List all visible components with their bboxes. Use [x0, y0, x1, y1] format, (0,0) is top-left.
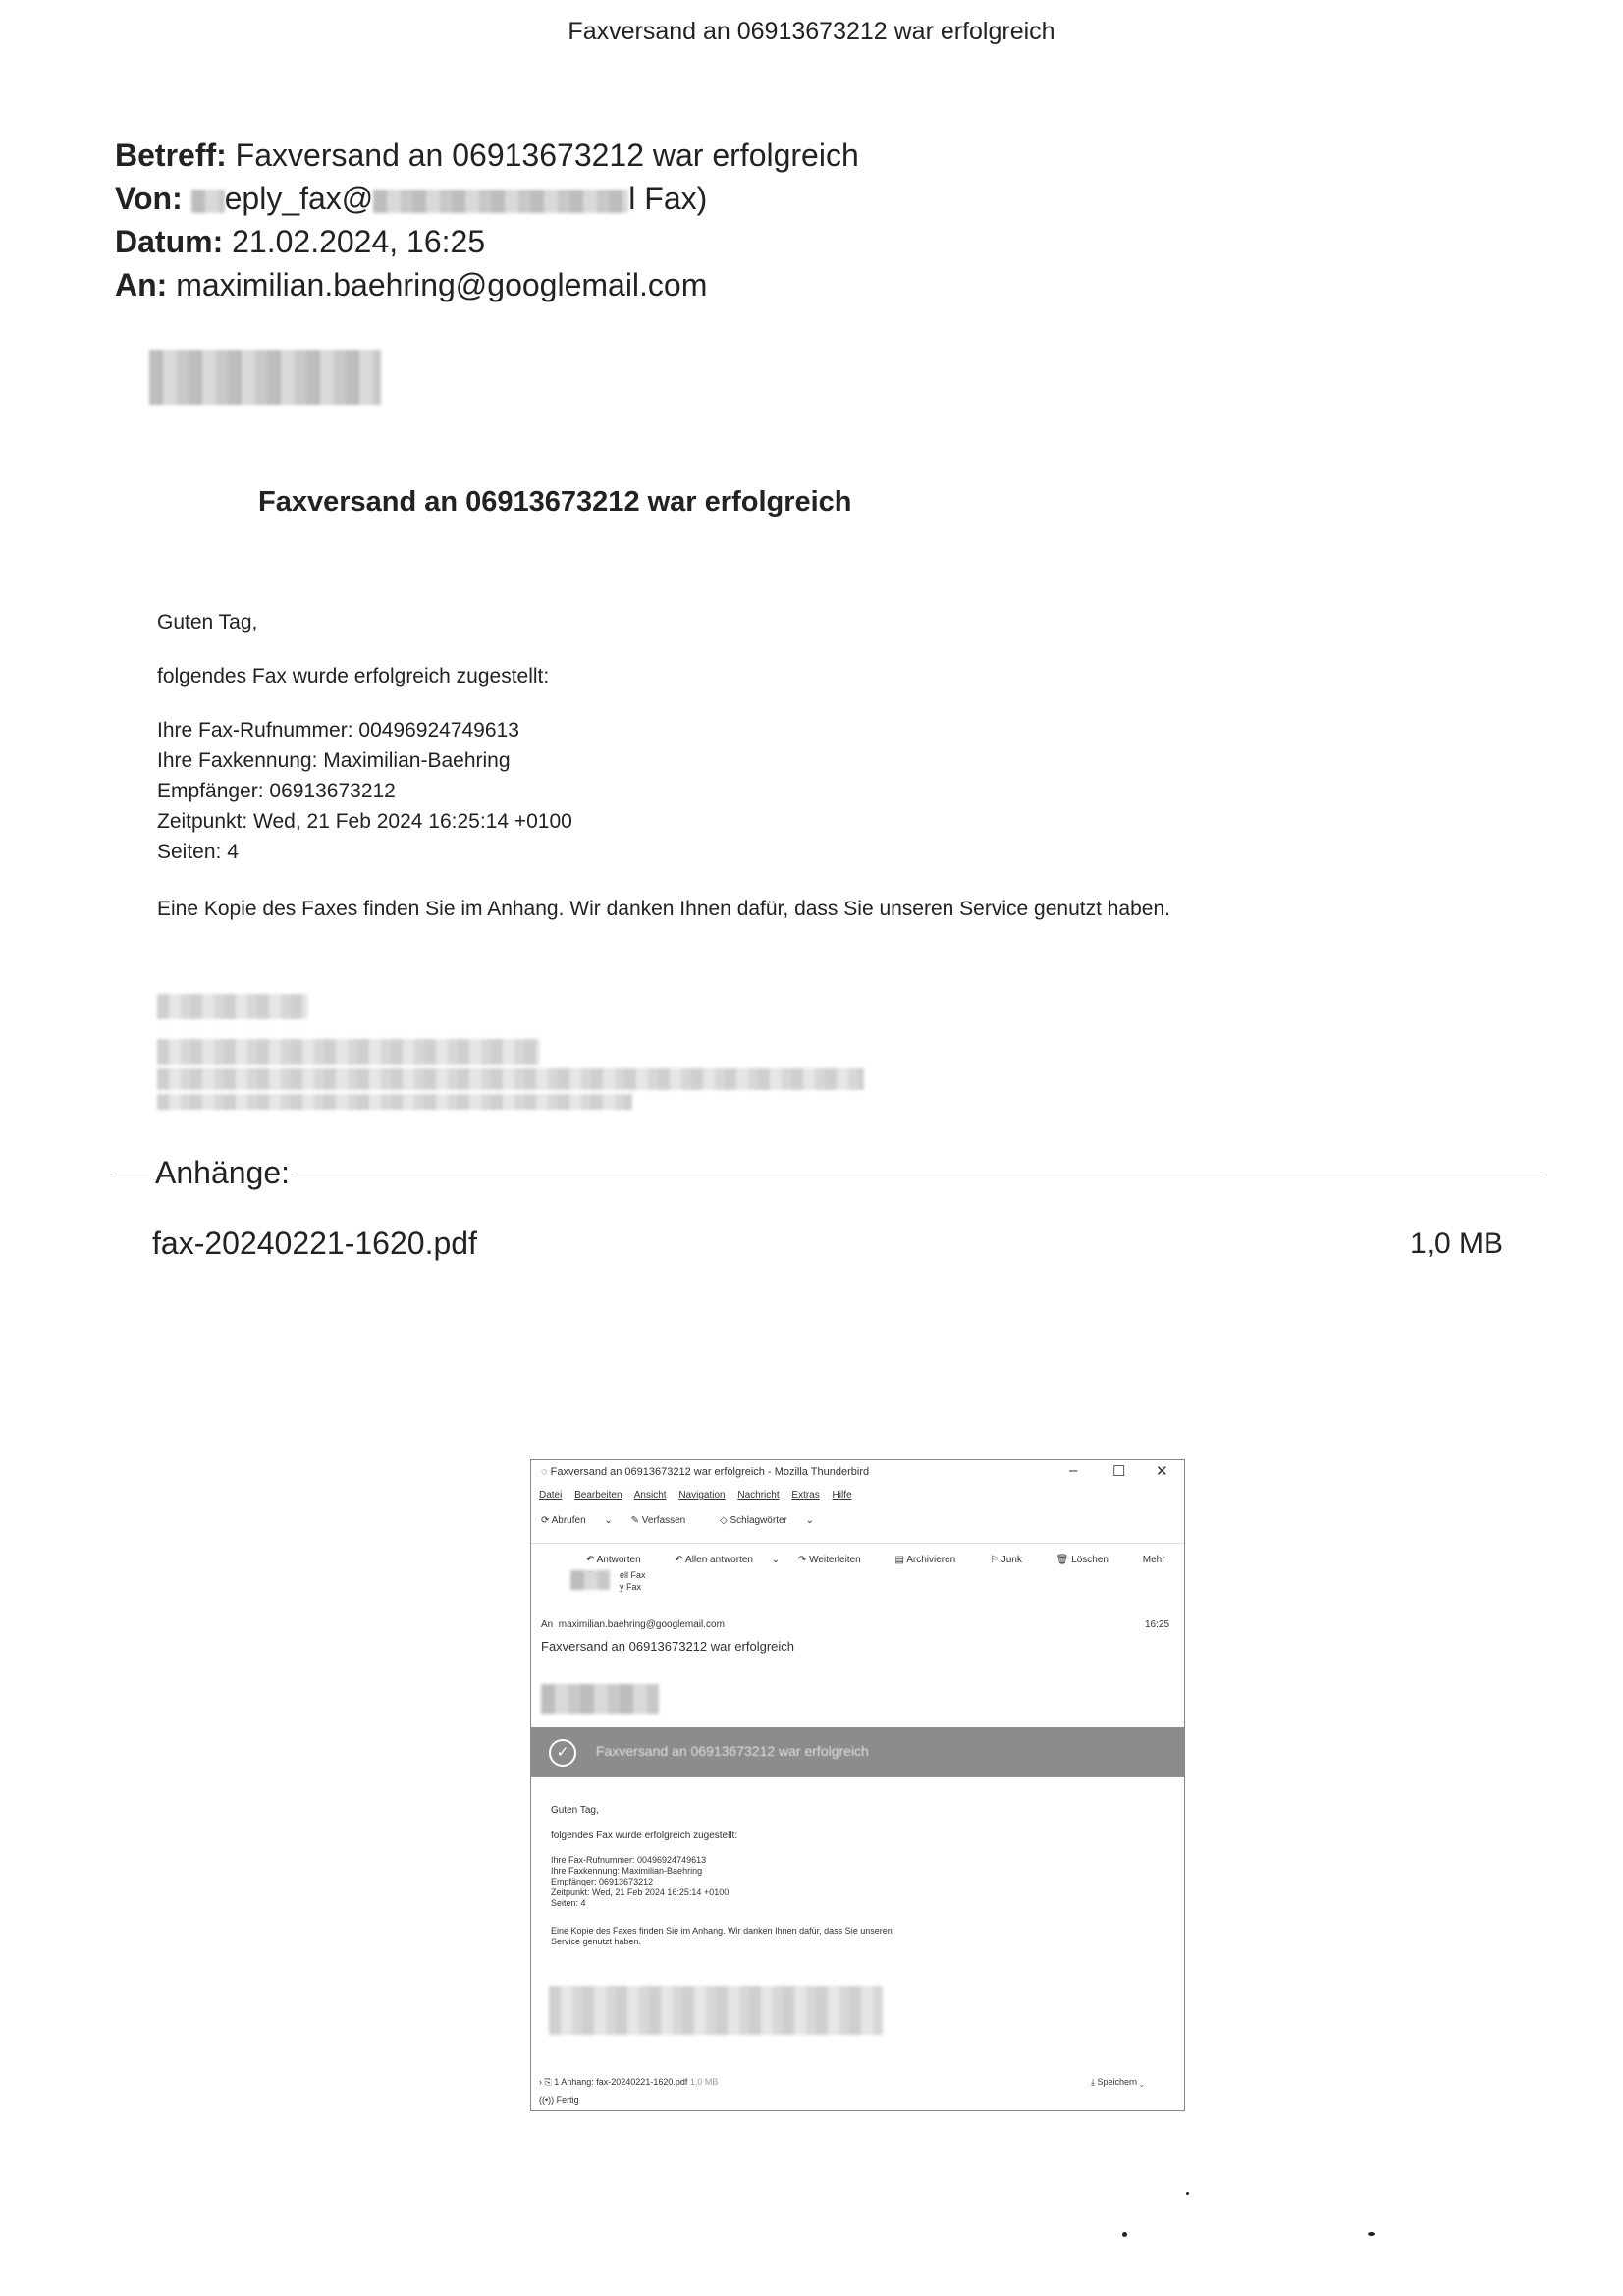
closing-line: Eine Kopie des Faxes finden Sie im Anhang. Wir danken Ihnen dafür, dass Sie unseren [551, 1926, 893, 1936]
junk-button[interactable]: ⚐ Junk [990, 1555, 1022, 1565]
main-toolbar [541, 1515, 1184, 1526]
get-messages-button[interactable]: ⟳ Abrufen ⌄ [541, 1515, 613, 1526]
scan-speck [1186, 2192, 1189, 2195]
avatar-redacted [570, 1570, 610, 1590]
date-line [115, 220, 485, 263]
fax-details [551, 1855, 729, 1909]
close-icon[interactable]: ✕ [1156, 1463, 1168, 1480]
attachment-bar[interactable] [539, 2077, 718, 2088]
checkmark-icon: ✓ [549, 1739, 576, 1767]
detail-line: Empfänger: 06913673212 [551, 1877, 654, 1886]
from-value-a: eply_fax@ [224, 181, 374, 216]
page-title: Faxversand an 06913673212 war erfolgreich [568, 18, 1055, 45]
menu-item[interactable]: Hilfe [832, 1490, 852, 1501]
redaction [191, 190, 225, 213]
greeting: Guten Tag, [157, 611, 258, 633]
message-time: 16:25 [1145, 1619, 1170, 1630]
menu-bar [539, 1490, 1184, 1501]
attachments-label: Anhänge: [149, 1155, 296, 1191]
to-label: An: [115, 267, 168, 302]
signature-redacted [157, 1039, 540, 1065]
message-subject: Faxversand an 06913673212 war erfolgreich [541, 1639, 795, 1654]
activity-icon: ((•)) [539, 2095, 555, 2105]
from-label: Von: [115, 181, 183, 216]
menu-item[interactable]: Datei [539, 1490, 563, 1501]
date-value: 21.02.2024, 16:25 [232, 224, 486, 259]
thunderbird-icon: ◌ [541, 1466, 548, 1478]
redaction [373, 190, 628, 213]
chevron-right-icon[interactable]: › [539, 2077, 542, 2087]
tags-button[interactable]: ◇ Schlagwörter ⌄ [720, 1515, 815, 1526]
closing-line: Service genutzt haben. [551, 1937, 642, 1946]
attachment-summary[interactable]: 1 Anhang: fax-20240221-1620.pdf [554, 2077, 688, 2087]
to-label: An [541, 1619, 554, 1630]
detail-line: Zeitpunkt: Wed, 21 Feb 2024 16:25:14 +0100 [551, 1887, 730, 1897]
from-line [115, 177, 707, 220]
closing-text: Eine Kopie des Faxes finden Sie im Anhang. Wir danken Ihnen dafür, dass Sie unseren Service genutzt haben. [157, 898, 1170, 920]
window-title-text: Faxversand an 06913673212 war erfolgreich - Mozilla Thunderbird [550, 1466, 870, 1478]
from-address: y Fax [620, 1582, 642, 1592]
reply-button[interactable]: ↶ Antworten [586, 1555, 641, 1565]
delete-button[interactable]: 🗑 Löschen [1055, 1555, 1109, 1565]
scan-speck [1368, 2232, 1375, 2236]
thunderbird-screenshot [530, 1459, 1185, 2111]
detail-line: Ihre Faxkennung: Maximilian-Baehring [157, 749, 511, 772]
attachment-size: 1,0 MB [689, 2077, 719, 2087]
greeting: Guten Tag, [551, 1805, 599, 1816]
signature-redacted [549, 1986, 883, 2035]
message-actions [586, 1555, 1184, 1576]
reply-all-button[interactable]: ↶ Allen antworten ⌄ [675, 1555, 781, 1565]
closing-text [551, 1926, 893, 1947]
menu-item[interactable]: Bearbeiten [574, 1490, 622, 1501]
save-button[interactable]: ⤓ Speichern ⌄ [1091, 2077, 1144, 2087]
maximize-icon[interactable]: ☐ [1112, 1463, 1126, 1480]
menu-item[interactable]: Navigation [678, 1490, 726, 1501]
to-address[interactable]: maximilian.baehring@googlemail.com [558, 1619, 725, 1630]
intro: folgendes Fax wurde erfolgreich zugestellt: [551, 1831, 738, 1841]
detail-line: Empfänger: 06913673212 [157, 780, 396, 802]
status-bar [539, 2095, 579, 2105]
detail-line: Seiten: 4 [157, 841, 239, 863]
scan-speck [1122, 2232, 1127, 2237]
logo-redacted [541, 1684, 659, 1714]
subject-value: Faxversand an 06913673212 war erfolgreich [235, 137, 859, 173]
more-button[interactable]: Mehr [1142, 1555, 1165, 1565]
write-button[interactable]: ✎ Verfassen [630, 1515, 686, 1526]
fax-details [157, 715, 572, 867]
subject-line [115, 134, 859, 177]
attachment-size: 1,0 MB [1410, 1228, 1504, 1260]
signature-redacted [157, 1068, 864, 1090]
to-value: maximilian.baehring@googlemail.com [176, 267, 708, 302]
window-title [541, 1466, 869, 1478]
from-value-b: l Fax) [628, 181, 708, 216]
success-banner [531, 1727, 1184, 1777]
menu-item[interactable]: Ansicht [633, 1490, 667, 1501]
intro: folgendes Fax wurde erfolgreich zugestellt: [157, 665, 550, 687]
paperclip-icon: ⎘ [544, 2077, 552, 2087]
signature-redacted [157, 994, 308, 1019]
banner-text: Faxversand an 06913673212 war erfolgreich [596, 1743, 869, 1759]
subject-label: Betreff: [115, 137, 227, 173]
detail-line: Zeitpunkt: Wed, 21 Feb 2024 16:25:14 +0100 [157, 810, 572, 833]
date-label: Datum: [115, 224, 224, 259]
menu-item[interactable]: Nachricht [737, 1490, 780, 1501]
minimize-icon[interactable]: – [1069, 1462, 1078, 1479]
signature-redacted [157, 1094, 632, 1110]
attachment-file-link[interactable]: fax-20240221-1620.pdf [152, 1226, 477, 1261]
status-text: Fertig [556, 2095, 579, 2105]
detail-line: Ihre Fax-Rufnummer: 00496924749613 [551, 1855, 707, 1865]
to-line [115, 263, 707, 306]
divider [531, 1543, 1184, 1544]
message-heading: Faxversand an 06913673212 war erfolgreich [258, 486, 852, 518]
detail-line: Ihre Faxkennung: Maximilian-Baehring [551, 1866, 703, 1876]
detail-line: Ihre Fax-Rufnummer: 00496924749613 [157, 719, 519, 741]
logo-redacted [149, 350, 381, 405]
detail-line: Seiten: 4 [551, 1898, 586, 1908]
from-name: ell Fax [620, 1570, 646, 1580]
archive-button[interactable]: ▤ Archivieren [894, 1555, 956, 1565]
to-row [541, 1619, 725, 1630]
forward-button[interactable]: ↷ Weiterleiten [797, 1555, 861, 1565]
menu-item[interactable]: Extras [791, 1490, 820, 1501]
